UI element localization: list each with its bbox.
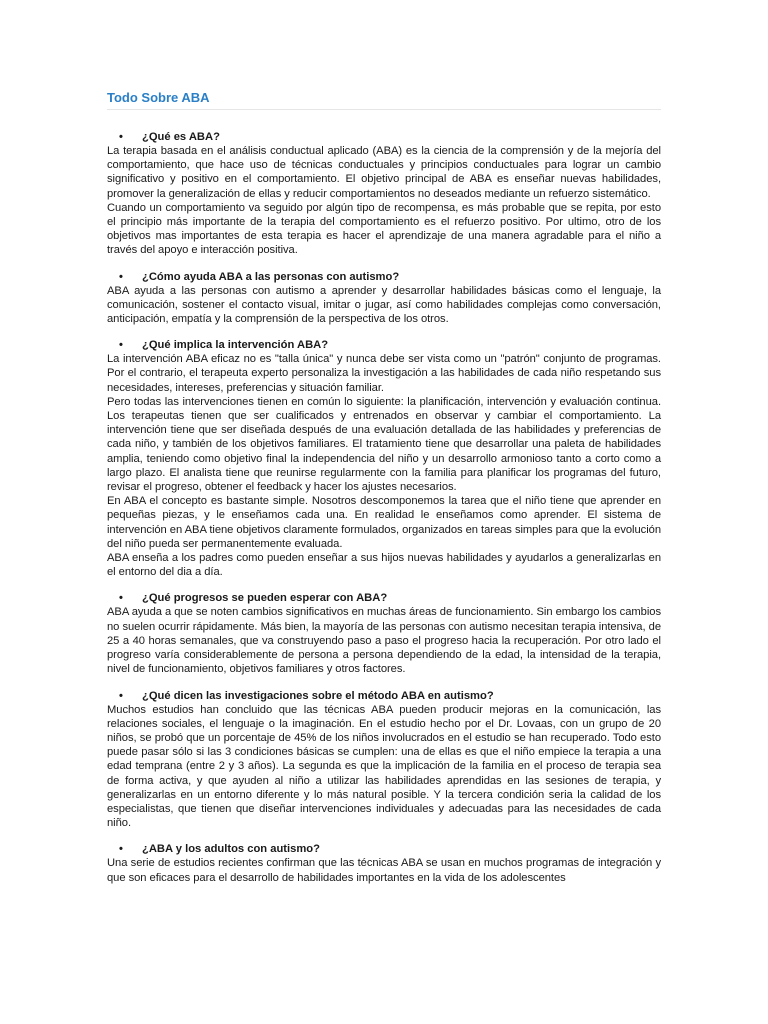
- section-que-implica-intervencion: [107, 338, 661, 579]
- paragraph: ABA enseña a los padres como pueden enseñar a sus hijos nuevas habilidades y ayudarlos a generalizarlas en el entorno del dia a día.: [107, 552, 661, 579]
- paragraph: En ABA el concepto es bastante simple. Nosotros descomponemos la tarea que el niño tiene que aprender en pequeñas piezas, y le enseñamos cada una. En realidad le enseñamos como aprender. El sistema de intervención en ABA tiene objetivos claramente formulados, organizados en tareas simples para que la evolución del niño pueda ser permanentemente evaluada.: [107, 495, 661, 550]
- paragraph: La terapia basada en el análisis conductual aplicado (ABA) es la ciencia de la comprensión y de la mejoría del comportamiento, que hace uso de técnicas conductuales y principios conductuales para lograr un cambio significativo y positivo en el comportamiento. El objetivo principal de ABA es enseñar nuevas habilidades, promover la generalización de ellas y reducir comportamientos no deseados mediante un refuerzo sistemático.: [107, 145, 661, 200]
- bullet-icon: •: [119, 689, 123, 702]
- paragraph: Pero todas las intervenciones tienen en común lo siguiente: la planificación, intervención y evaluación continua. Los terapeutas tienen que ser cualificados y entrenados en observar y cambiar el comportamiento. La intervención tiene que ser diseñada después de una evaluación detallada de las habilidades y preferencias de cada niño, y también de los objetivos familiares. El tratamiento tiene que desarrollar una paleta de habilidades amplia, teniendo como objetivo final la independencia del niño y un desarrollo armonioso tanto a corto como a largo plazo. El analista tiene que reunirse regularmente con la familia para planificar los programas del futuro, revisar el progreso, obtener el feedback y hacer los ajustes necesarios.: [107, 395, 661, 494]
- section-heading-text: ¿Qué implica la intervención ABA?: [142, 339, 329, 352]
- paragraph: ABA ayuda a que se noten cambios significativos en muchas áreas de funcionamiento. Sin embargo los cambios no suelen ocurrir rápidamente. Más bien, la mayoría de las personas con autismo necesitan terapia intensiva, de 25 a 40 horas semanales, que va construyendo paso a paso el progreso hacia la recuperación. Por otro lado el progreso varía considerablemente de persona a persona dependiendo de la edad, la intensidad de la terapia, nivel de funcionamiento, objetivos familiares y otros factores.: [107, 606, 661, 676]
- section-investigaciones: [107, 689, 661, 831]
- paragraph: Cuando un comportamiento va seguido por algún tipo de recompensa, es más probable que se repita, por esto el principio más importante de la terapia del comportamiento es el refuerzo positivo. Por ultimo, otro de los objetivos mas importantes de esta terapia es hacer el aprendizaje de una manera agradable para el niño a través del apoyo e interacción positiva.: [107, 201, 661, 257]
- section-heading-text: ¿Qué es ABA?: [142, 131, 220, 143]
- paragraph: Muchos estudios han concluido que las técnicas ABA pueden producir mejoras en la comunicación, las relaciones sociales, el lenguaje o la imaginación. En el estudio hecho por el Dr. Lovaas, con un grupo de 20 niños, se probó que un porcentaje de 45% de los niños involucrados en el estudio se han recuperado. Todo esto puede pasar sólo si las 3 condiciones básicas se cumplen: una de ellas es que el niño empiece la terapia a una edad temprana (entre 2 y 3 años). La segunda es que la implicación de la familia en el proceso de terapia sea de forma activa, y que ayuden al niño a utilizar las habilidades aprendidas en las sesiones de terapia, y generalizarlas en un entorno diferente y lo más natural posible. Y la tercera condición seria la calidad de los especialistas, que tienen que diseñar intervenciones individuales y adecuadas para las necesidades de cada niño.: [107, 703, 661, 830]
- section-heading: [107, 130, 661, 144]
- document-title: Todo Sobre ABA: [107, 90, 661, 110]
- bullet-icon: •: [119, 592, 123, 605]
- bullet-icon: •: [119, 339, 123, 352]
- bullet-icon: •: [119, 843, 123, 856]
- bullet-icon: •: [119, 131, 123, 143]
- paragraph: Una serie de estudios recientes confirman que las técnicas ABA se usan en muchos programas de integración y que son eficaces para el desarrollo de habilidades importantes en la vida de los adolescentes: [107, 857, 661, 884]
- section-heading: [107, 689, 661, 703]
- paragraph: La intervención ABA eficaz no es "talla única" y nunca debe ser vista como un "patrón" conjunto de programas. Por el contrario, el terapeuta experto personaliza la investigación a las habilidades de cada niño respetando sus necesidades, intereses, preferencias y situación familiar.: [107, 353, 661, 394]
- section-heading: [107, 842, 661, 856]
- section-heading: [107, 338, 661, 352]
- section-heading: [107, 270, 661, 284]
- section-heading-text: ¿Qué dicen las investigaciones sobre el método ABA en autismo?: [142, 689, 494, 702]
- section-heading-text: ¿Cómo ayuda ABA a las personas con autismo?: [142, 270, 400, 283]
- section-como-ayuda-aba: [107, 270, 661, 327]
- document-page: [107, 90, 661, 885]
- section-progresos: [107, 591, 661, 676]
- section-heading-text: ¿Qué progresos se pueden esperar con ABA?: [142, 592, 388, 605]
- section-heading: [107, 591, 661, 605]
- section-heading-text: ¿ABA y los adultos con autismo?: [142, 843, 320, 856]
- section-que-es-aba: [107, 130, 661, 258]
- section-adultos: [107, 842, 661, 884]
- bullet-icon: •: [119, 270, 123, 283]
- paragraph: ABA ayuda a las personas con autismo a aprender y desarrollar habilidades básicas como el lenguaje, la comunicación, sostener el contacto visual, imitar o jugar, así como habilidades complejas como conversación, anticipación, empatía y la comprensión de la perspectiva de los otros.: [107, 284, 661, 326]
